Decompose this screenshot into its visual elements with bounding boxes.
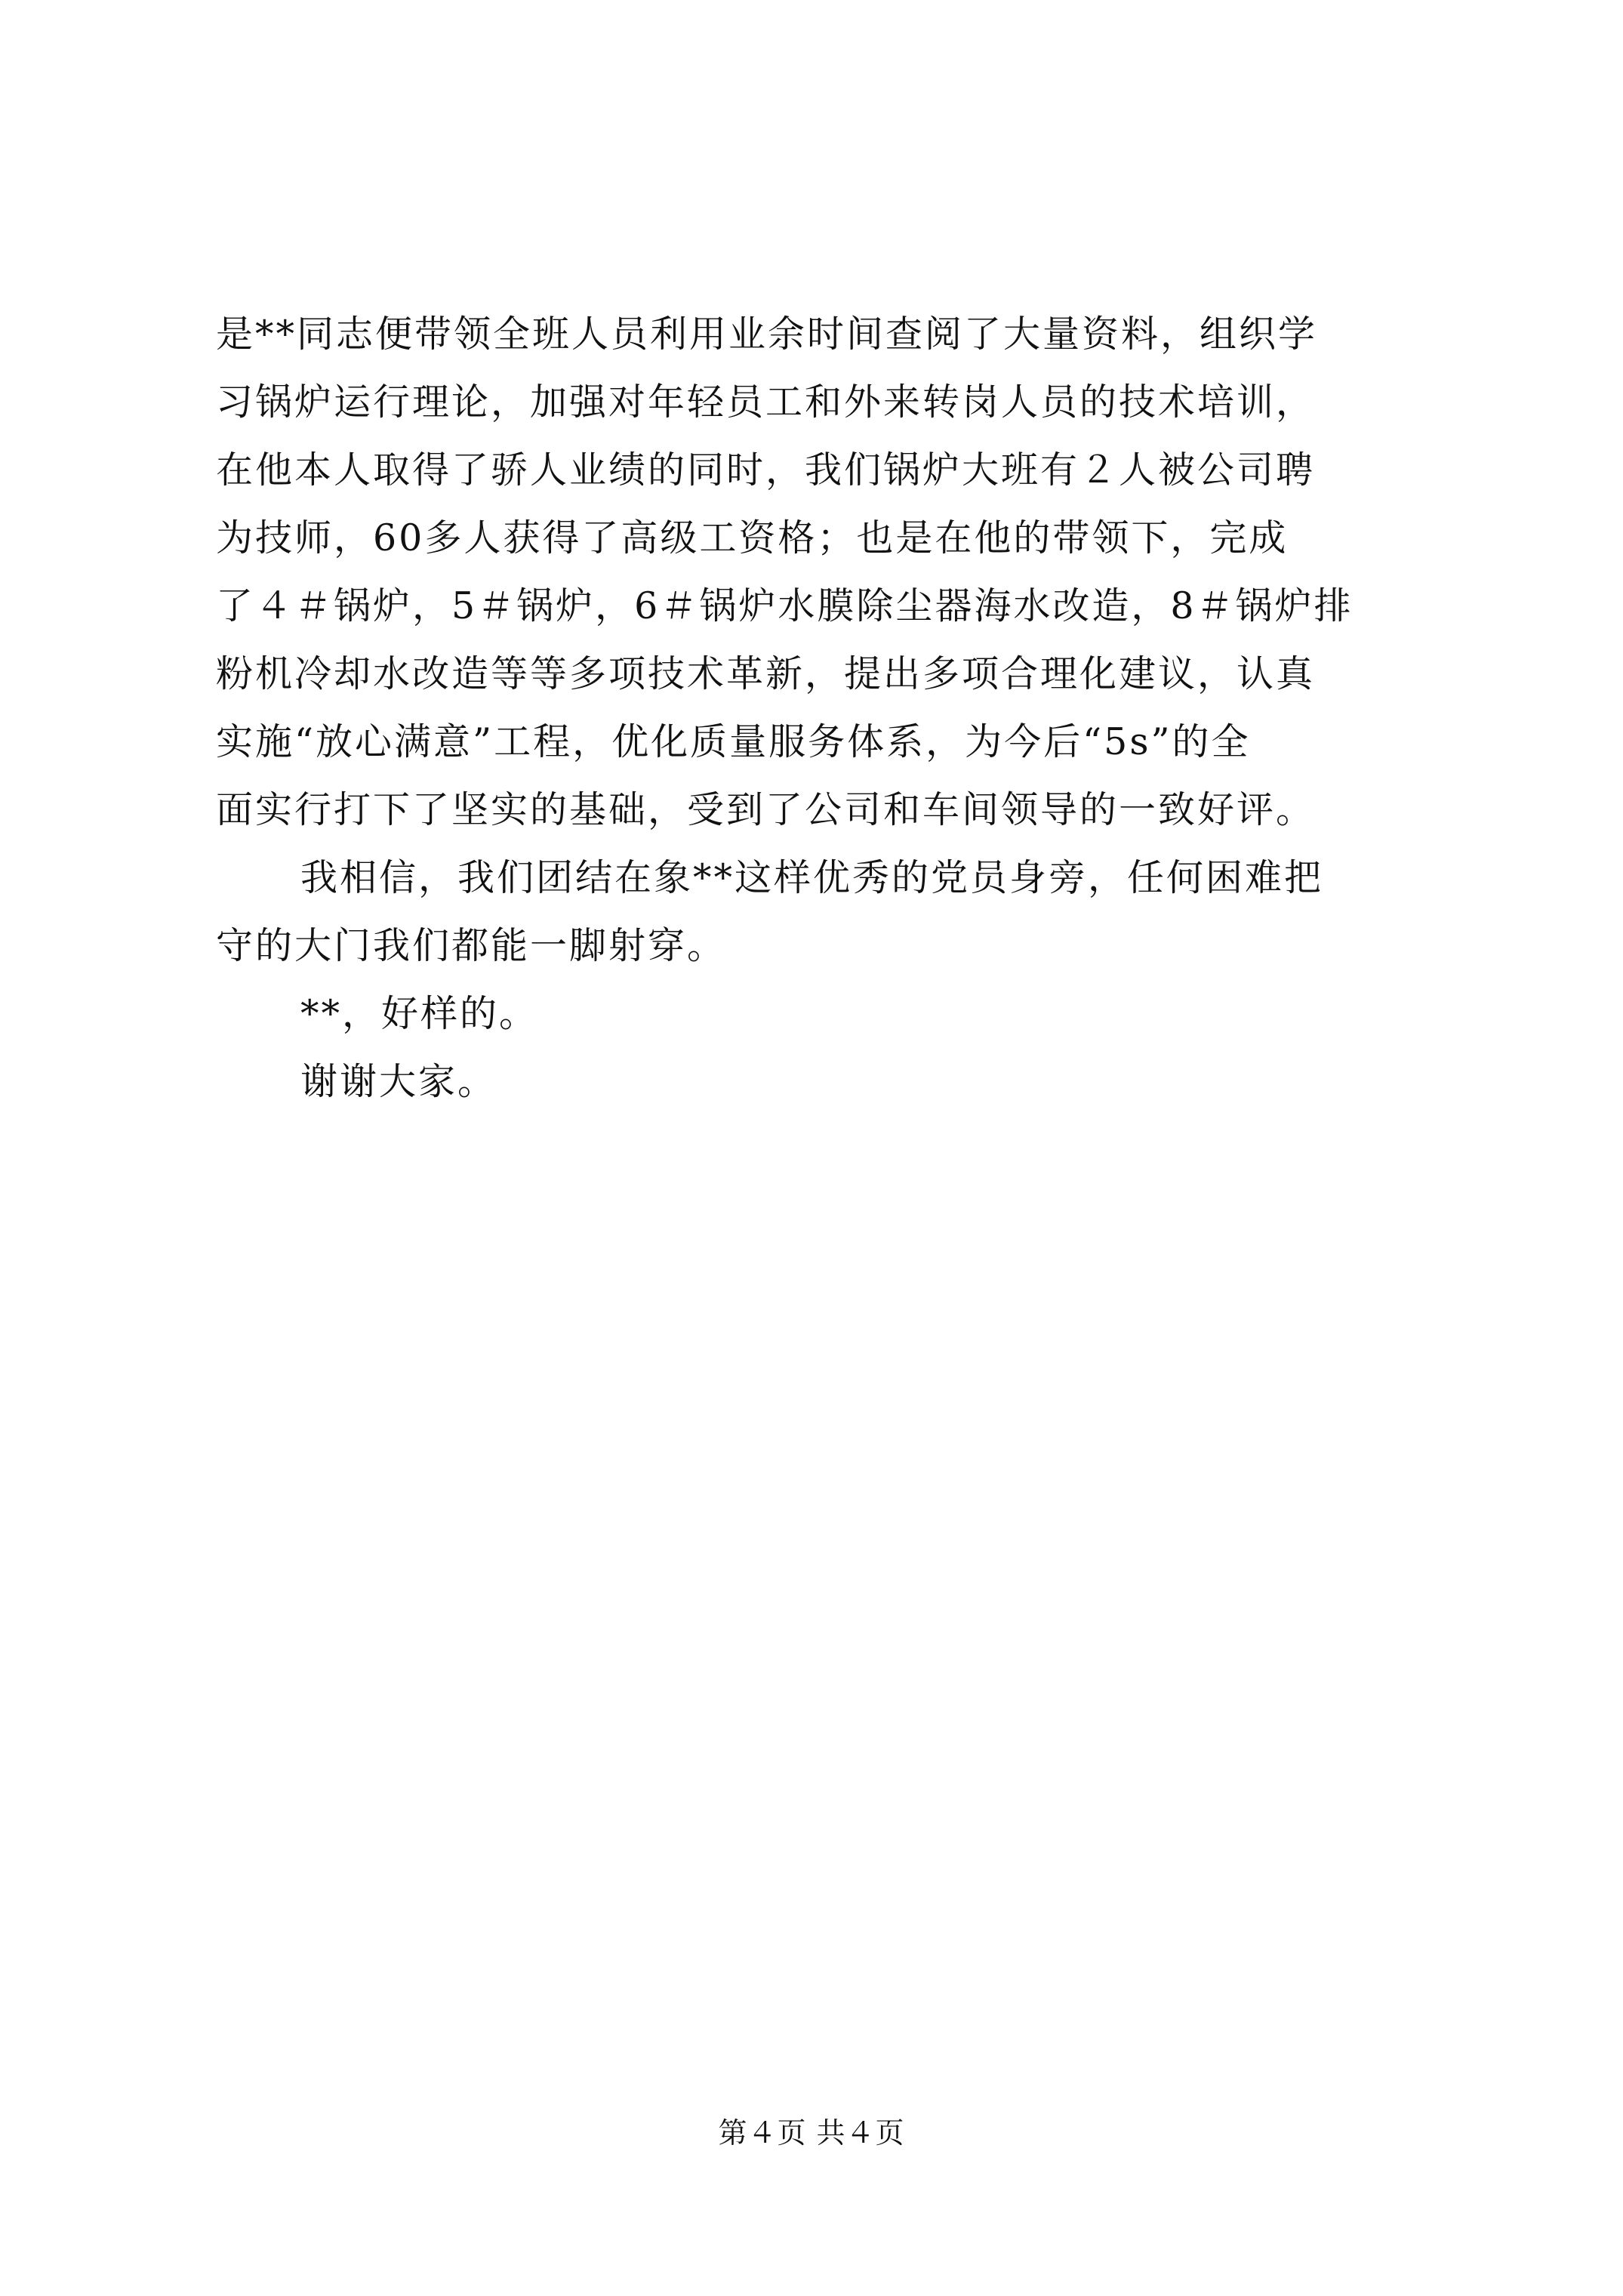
text-line: 在他本人取得了骄人业绩的同时，我们锅炉大班有２人被公司聘 <box>216 448 1316 492</box>
text-line: 面实行打下了坚实的基础，受到了公司和车间领导的一致好评。 <box>216 788 1316 831</box>
paragraph-start-line: **，好样的。 <box>300 992 539 1035</box>
paragraph-start-line: 我相信，我们团结在象**这样优秀的党员身旁，任何困难把 <box>300 856 1324 899</box>
text-line: 守的大门我们都能一脚射穿。 <box>216 924 727 967</box>
paragraph-start-line: 谢谢大家。 <box>300 1060 497 1103</box>
text-line: 是**同志便带领全班人员利用业余时间查阅了大量资料，组织学 <box>216 313 1318 356</box>
text-line: 实施“放心满意”工程，优化质量服务体系，为今后“5s”的全 <box>216 720 1251 763</box>
text-line: 习锅炉运行理论，加强对年轻员工和外来转岗人员的技术培训， <box>216 381 1316 424</box>
document-body <box>216 300 1431 1116</box>
text-line: 粉机冷却水改造等等多项技术革新，提出多项合理化建议，认真 <box>216 652 1316 695</box>
text-line: 了４＃锅炉，5＃锅炉，6＃锅炉水膜除尘器海水改造，8＃锅炉排 <box>216 584 1354 627</box>
text-line: 为技师，60多人获得了高级工资格；也是在他的带领下，完成 <box>216 516 1289 559</box>
page-number-footer: 第４页 共４页 <box>718 2116 905 2150</box>
